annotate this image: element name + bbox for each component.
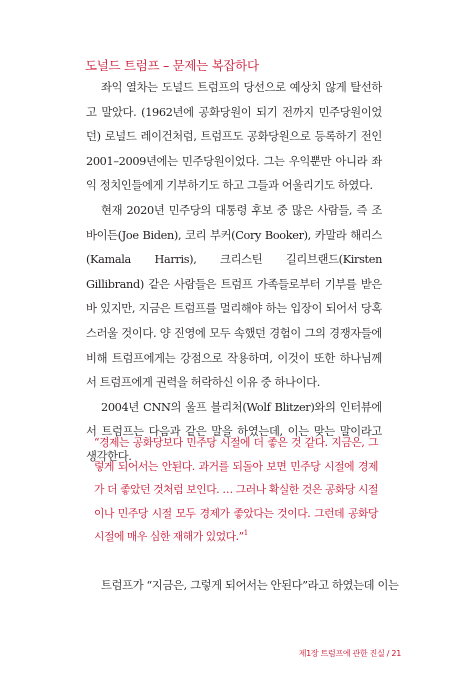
page-number: 21 <box>391 649 401 658</box>
paragraph-4: 트럼프가 “지금은, 그렇게 되어서는 안된다”라고 하였는데 이는 <box>101 579 399 592</box>
paragraph-1: 좌익 열차는 도널드 트럼프의 당선으로 예상치 않게 탈선하고 말았다. (1962년에 공화당원이 되기 전까지 민주당원이었던) 로널드 레이건처럼, 트럼프도 공화당원으로 등록하기 전인 2001–2009년에는 민주당원이었다. 그는 우익뿐만 아니라 좌익 정치인들에게 기부하기도 하고 그들과 어울리기도 하였다. <box>86 81 382 193</box>
block-quote <box>94 431 378 549</box>
paragraph-2: 현재 2020년 민주당의 대통령 후보 중 많은 사람들, 즉 조 바이든(Joe Biden), 코리 부커(Cory Booker), 카말라 해리스(Kamala Harris), 크리스틴 길리브랜드(Kirsten Gillibrand) 같은 사람들은 트럼프 가족들로부터 기부를 받은 바 있지만, 지금은 트럼프를 멀리해야 하는 입장이 되어서 당혹스러울 것이다. 양 진영에 모두 속했던 경험이 그의 경쟁자들에 비해 트럼프에게는 강점으로 작용하며, 이것이 또한 하나님께서 트럼프에게 권력을 허락하신 이유 중 하나이다. <box>86 203 382 390</box>
footer-separator: / <box>384 649 392 658</box>
quote-text: “경제는 공화당보다 민주당 시절에 더 좋은 것 같다. 지금은, 그렇게 되어서는 안된다. 과거를 되돌아 보면 민주당 시절에 경제가 더 좋았던 것처럼 보인다. … 그러나 확실한 것은 공화당 시절이나 민주당 시절 모두 경제가 좋았다는 것이다. 그런데 공화당 시절에 매우 심한 재해가 있었다.” <box>94 436 378 544</box>
quote-paragraph <box>94 431 378 549</box>
body-text <box>86 76 382 470</box>
paragraph-3: 2004년 CNN의 울프 블리처(Wolf Blitzer)와의 인터뷰에서 트럼프는 다음과 같은 말을 하였는데, 이는 맞는 말이라고 생각한다. <box>86 400 382 463</box>
running-chapter-title: 제1장 트럼프에 관한 진실 <box>298 649 385 658</box>
footnote-mark: 1 <box>243 529 248 538</box>
continued-text <box>86 574 399 599</box>
page-footer <box>299 648 401 659</box>
section-title: 도널드 트럼프 – 문제는 복잡하다 <box>85 58 259 73</box>
